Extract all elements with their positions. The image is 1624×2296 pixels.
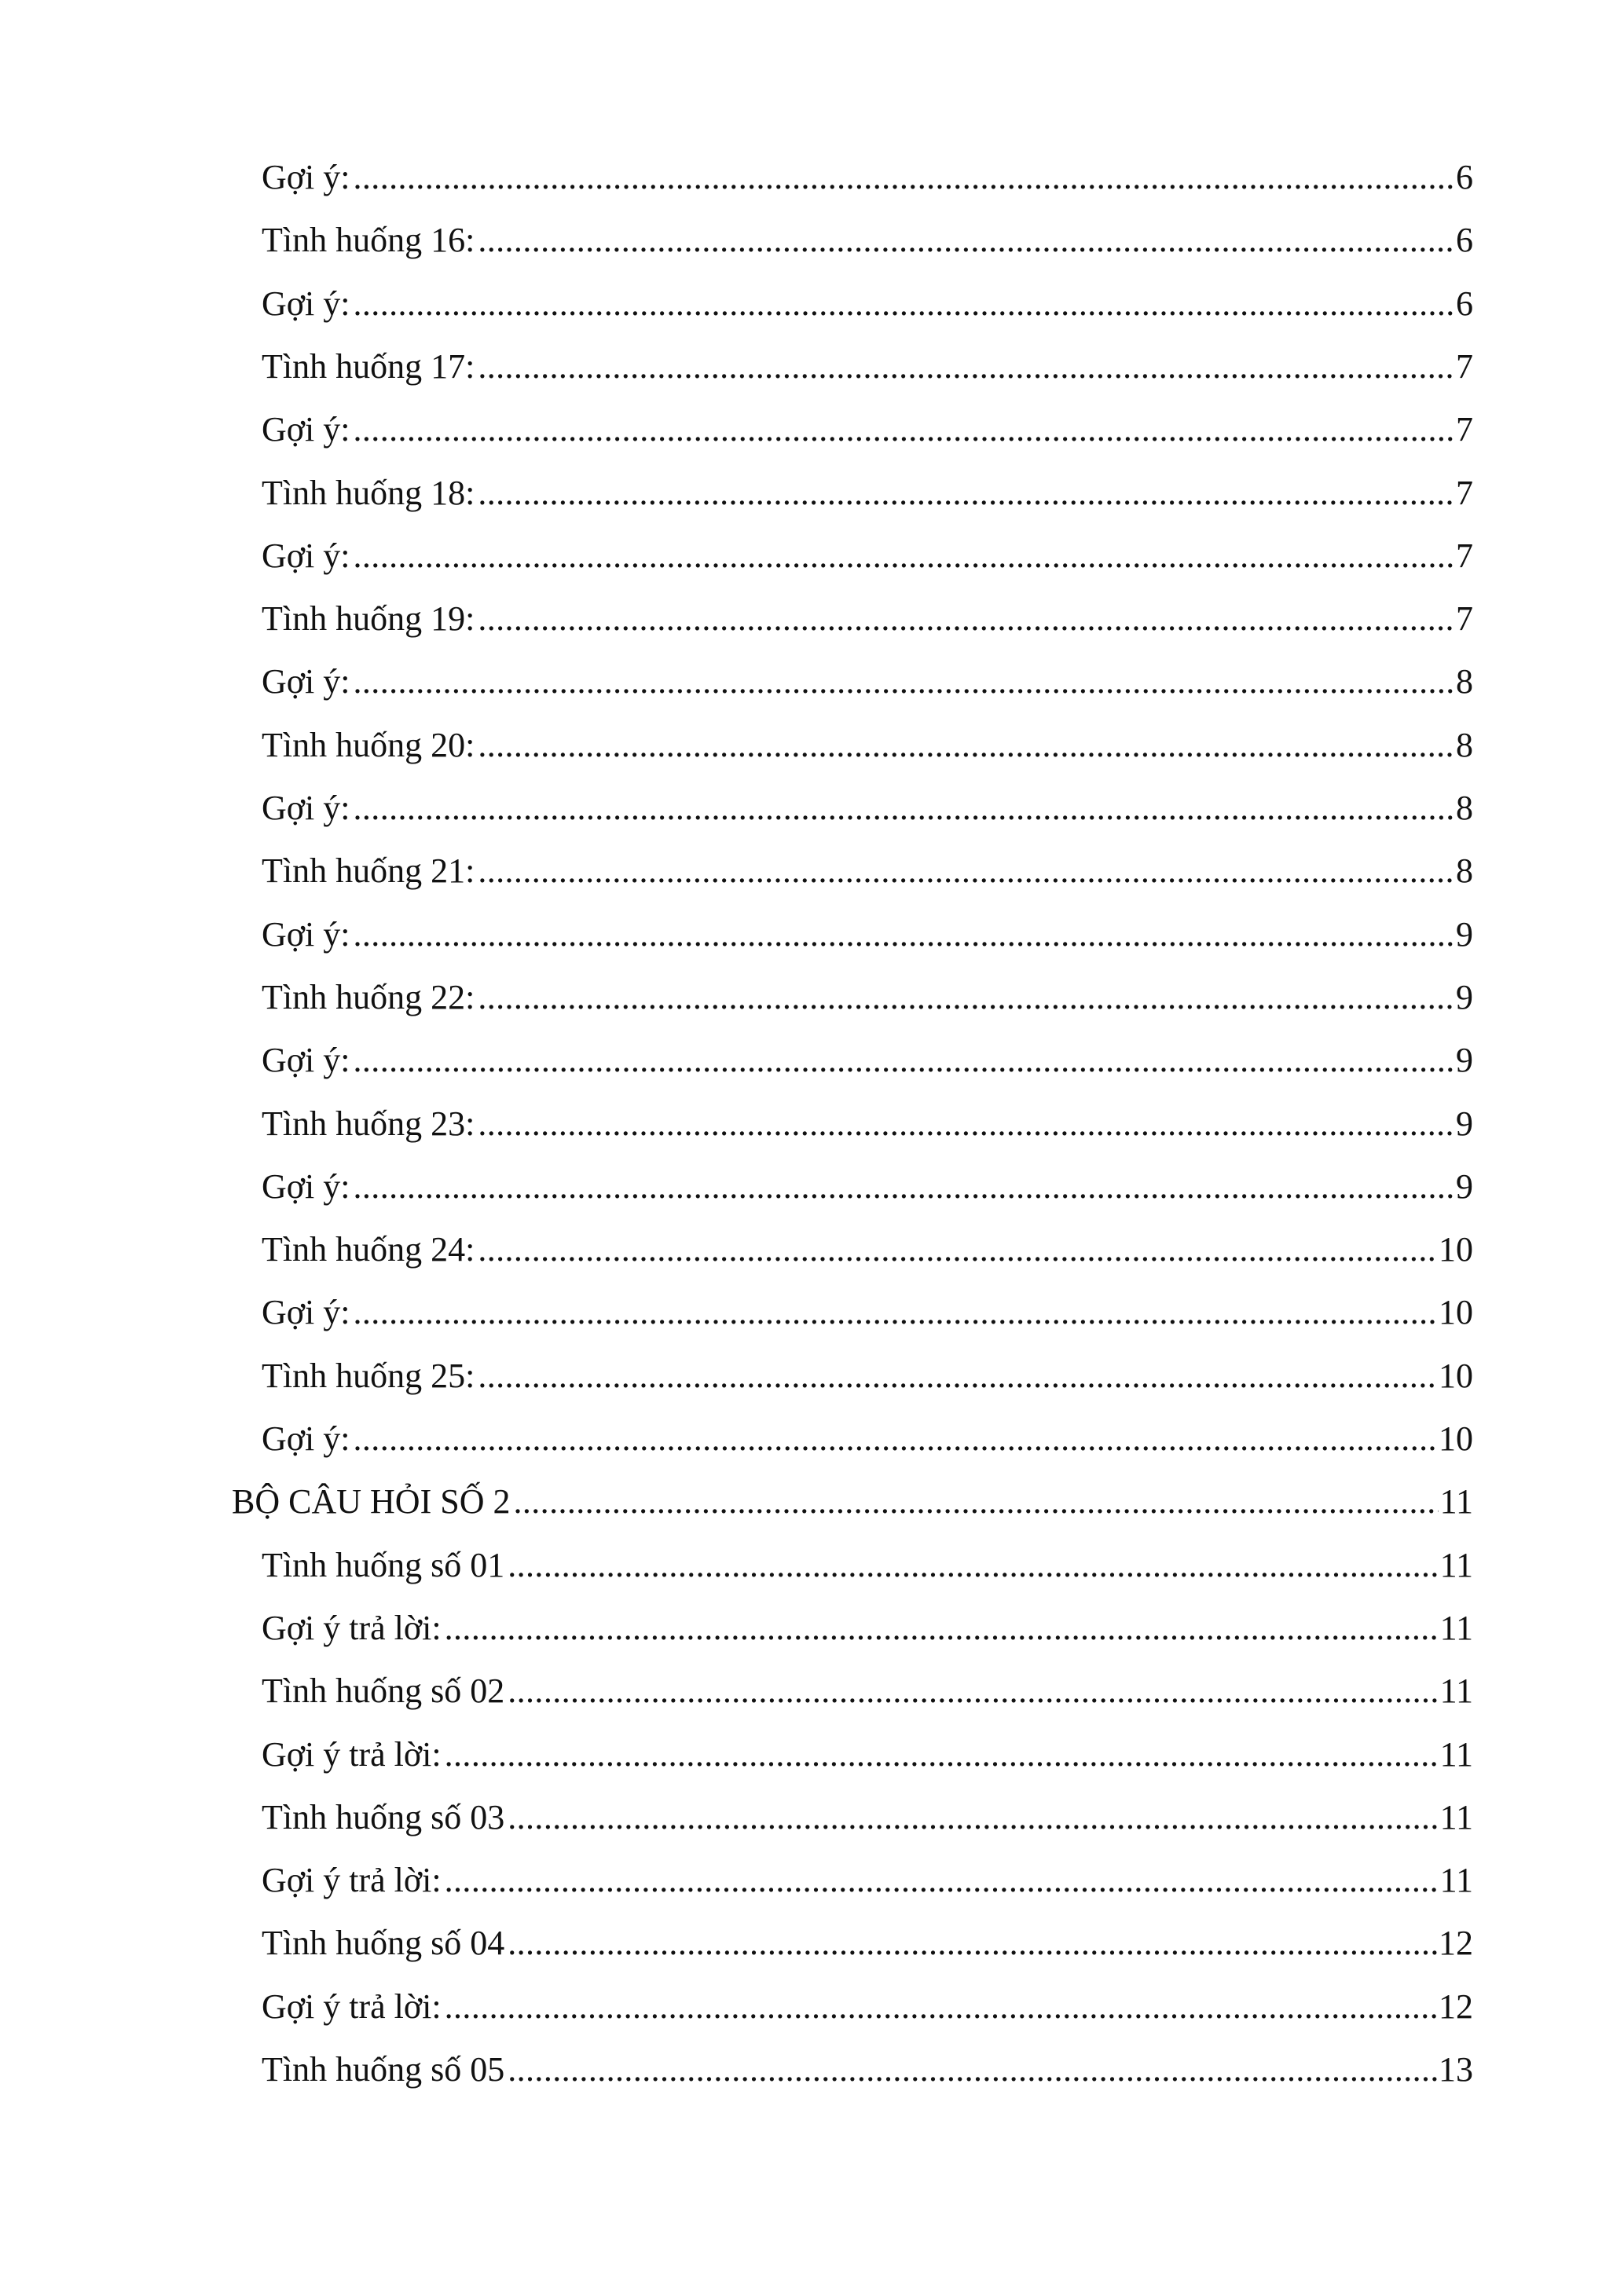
- toc-dot-leader: [354, 1163, 1455, 1210]
- toc-dot-leader: [354, 406, 1455, 453]
- toc-dot-leader: [445, 1857, 1439, 1904]
- toc-entry-label: Gợi ý trả lời:: [262, 1987, 442, 2026]
- toc-entry[interactable]: [262, 1920, 1473, 1967]
- toc-page-number: 8: [1456, 789, 1473, 827]
- toc-dot-leader: [354, 658, 1455, 705]
- toc-entry[interactable]: [262, 1605, 1473, 1652]
- toc-dot-leader: [445, 1983, 1437, 2031]
- toc-entry[interactable]: [262, 1668, 1473, 1715]
- toc-entry-label: Gợi ý:: [262, 1419, 350, 1458]
- toc-entry[interactable]: [262, 1100, 1473, 1148]
- toc-page-number: 10: [1439, 1293, 1473, 1332]
- toc-page-number: 7: [1456, 346, 1473, 386]
- toc-dot-leader: [478, 470, 1454, 517]
- toc-page-number: 11: [1439, 1734, 1473, 1774]
- toc-entry-label: Gợi ý:: [262, 1041, 350, 1080]
- toc-page-number: 6: [1456, 221, 1473, 260]
- toc-entry[interactable]: [262, 722, 1473, 769]
- toc-dot-leader: [508, 1794, 1438, 1841]
- toc-entry-label: Gợi ý:: [262, 284, 350, 323]
- toc-entry[interactable]: [262, 658, 1473, 705]
- toc-entry-label: Tình huống 24:: [262, 1230, 475, 1269]
- toc-entry-label: Tình huống số 03: [262, 1797, 505, 1836]
- toc-dot-leader: [508, 2046, 1437, 2093]
- toc-entry[interactable]: [262, 406, 1473, 453]
- toc-page-number: 11: [1439, 1797, 1473, 1836]
- toc-entry-label: Tình huống số 02: [262, 1672, 505, 1711]
- toc-entry-label: Tình huống 18:: [262, 473, 475, 512]
- toc-entry[interactable]: [262, 533, 1473, 580]
- toc-dot-leader: [478, 848, 1454, 895]
- toc-entry-label: Gợi ý:: [262, 158, 350, 196]
- toc-entry[interactable]: [262, 280, 1473, 328]
- toc-entry-label: Gợi ý:: [262, 536, 350, 575]
- toc-entry[interactable]: [262, 785, 1473, 832]
- toc-entry[interactable]: [262, 1226, 1473, 1273]
- toc-entry-label: Tình huống số 04: [262, 1924, 505, 1963]
- toc-entry[interactable]: [262, 848, 1473, 895]
- toc-page-number: 7: [1456, 410, 1473, 449]
- toc-entry-label: Tình huống 25:: [262, 1356, 475, 1395]
- toc-entry[interactable]: [262, 1983, 1473, 2031]
- toc-page-number: 10: [1439, 1419, 1473, 1458]
- toc-dot-leader: [478, 217, 1454, 264]
- toc-dot-leader: [513, 1478, 1438, 1525]
- toc-page-number: 11: [1439, 1608, 1473, 1647]
- toc-page-number: 7: [1456, 536, 1473, 575]
- toc-page-number: 12: [1439, 1924, 1473, 1963]
- toc-entry-label: Tình huống 19:: [262, 599, 475, 639]
- toc-page-number: 11: [1439, 1672, 1473, 1711]
- toc-page-number: 12: [1439, 1987, 1473, 2026]
- toc-page-number: 6: [1456, 284, 1473, 323]
- toc-dot-leader: [508, 1920, 1437, 1967]
- toc-entry-label: Tình huống 22:: [262, 977, 475, 1016]
- toc-entry[interactable]: [262, 1731, 1473, 1778]
- toc-page-number: 6: [1456, 158, 1473, 196]
- toc-entry-label: Gợi ý trả lời:: [262, 1734, 442, 1774]
- toc-page-number: 11: [1439, 1545, 1473, 1584]
- toc-entry[interactable]: [262, 595, 1473, 643]
- toc-dot-leader: [445, 1605, 1439, 1652]
- toc-page-number: 9: [1456, 977, 1473, 1016]
- toc-entry-label: Gợi ý:: [262, 1293, 350, 1332]
- toc-dot-leader: [478, 722, 1454, 769]
- toc-entry[interactable]: [262, 1289, 1473, 1336]
- toc-entry-label: Tình huống số 01: [262, 1545, 505, 1584]
- toc-entry-label: Gợi ý trả lời:: [262, 1861, 442, 1900]
- toc-entry[interactable]: [262, 1794, 1473, 1841]
- toc-entry-label: BỘ CÂU HỎI SỐ 2: [232, 1482, 511, 1522]
- toc-entry-label: Tình huống số 05: [262, 2050, 505, 2089]
- toc-entry[interactable]: [262, 1542, 1473, 1589]
- toc-entry[interactable]: [262, 974, 1473, 1021]
- toc-page-number: 11: [1439, 1482, 1473, 1522]
- toc-dot-leader: [478, 1100, 1454, 1148]
- toc-entry[interactable]: [262, 2046, 1473, 2093]
- toc-page-number: 9: [1456, 1041, 1473, 1080]
- toc-entry[interactable]: [262, 217, 1473, 264]
- toc-dot-leader: [354, 154, 1455, 201]
- toc-page-number: 9: [1456, 914, 1473, 954]
- toc-entry-label: Gợi ý:: [262, 410, 350, 449]
- toc-entry-label: Gợi ý:: [262, 1166, 350, 1206]
- toc-entry[interactable]: [262, 1037, 1473, 1084]
- toc-entry[interactable]: [262, 343, 1473, 390]
- toc-page-number: 11: [1439, 1861, 1473, 1900]
- toc-entry[interactable]: [262, 154, 1473, 201]
- toc-dot-leader: [478, 343, 1454, 390]
- toc-entry-label: Gợi ý trả lời:: [262, 1608, 442, 1647]
- toc-dot-leader: [478, 1353, 1437, 1400]
- toc-page-number: 9: [1456, 1166, 1473, 1206]
- toc-dot-leader: [445, 1731, 1439, 1778]
- toc-dot-leader: [508, 1668, 1438, 1715]
- toc-page-number: 8: [1456, 725, 1473, 764]
- toc-entry-label: Gợi ý:: [262, 789, 350, 827]
- toc-dot-leader: [354, 911, 1455, 958]
- toc-dot-leader: [354, 533, 1455, 580]
- toc-page-number: 10: [1439, 1356, 1473, 1395]
- toc-page-number: 9: [1456, 1104, 1473, 1143]
- toc-page-number: 8: [1456, 851, 1473, 891]
- toc-dot-leader: [478, 974, 1454, 1021]
- toc-dot-leader: [354, 785, 1455, 832]
- toc-entry-label: Tình huống 20:: [262, 725, 475, 764]
- toc-dot-leader: [478, 1226, 1437, 1273]
- toc-heading-entry[interactable]: [232, 1478, 1473, 1525]
- toc-dot-leader: [354, 1289, 1438, 1336]
- toc-dot-leader: [354, 1415, 1438, 1463]
- toc-dot-leader: [508, 1542, 1438, 1589]
- toc-entry-label: Gợi ý:: [262, 914, 350, 954]
- toc-page-number: 7: [1456, 599, 1473, 639]
- toc-dot-leader: [354, 1037, 1455, 1084]
- toc-entry-label: Gợi ý:: [262, 662, 350, 701]
- toc-entry[interactable]: [262, 1163, 1473, 1210]
- toc-entry-label: Tình huống 16:: [262, 221, 475, 260]
- toc-page-number: 13: [1439, 2050, 1473, 2089]
- toc-entry-label: Tình huống 21:: [262, 851, 475, 891]
- toc-dot-leader: [354, 280, 1455, 328]
- toc-entry[interactable]: [262, 1857, 1473, 1904]
- toc-entry[interactable]: [262, 1415, 1473, 1463]
- toc-entry[interactable]: [262, 470, 1473, 517]
- toc-entry-label: Tình huống 23:: [262, 1104, 475, 1143]
- toc-page-number: 7: [1456, 473, 1473, 512]
- toc-entry[interactable]: [262, 1353, 1473, 1400]
- toc-entry[interactable]: [262, 911, 1473, 958]
- toc-page-number: 10: [1439, 1230, 1473, 1269]
- toc-entry-label: Tình huống 17:: [262, 346, 475, 386]
- toc-page-number: 8: [1456, 662, 1473, 701]
- toc-dot-leader: [478, 595, 1454, 643]
